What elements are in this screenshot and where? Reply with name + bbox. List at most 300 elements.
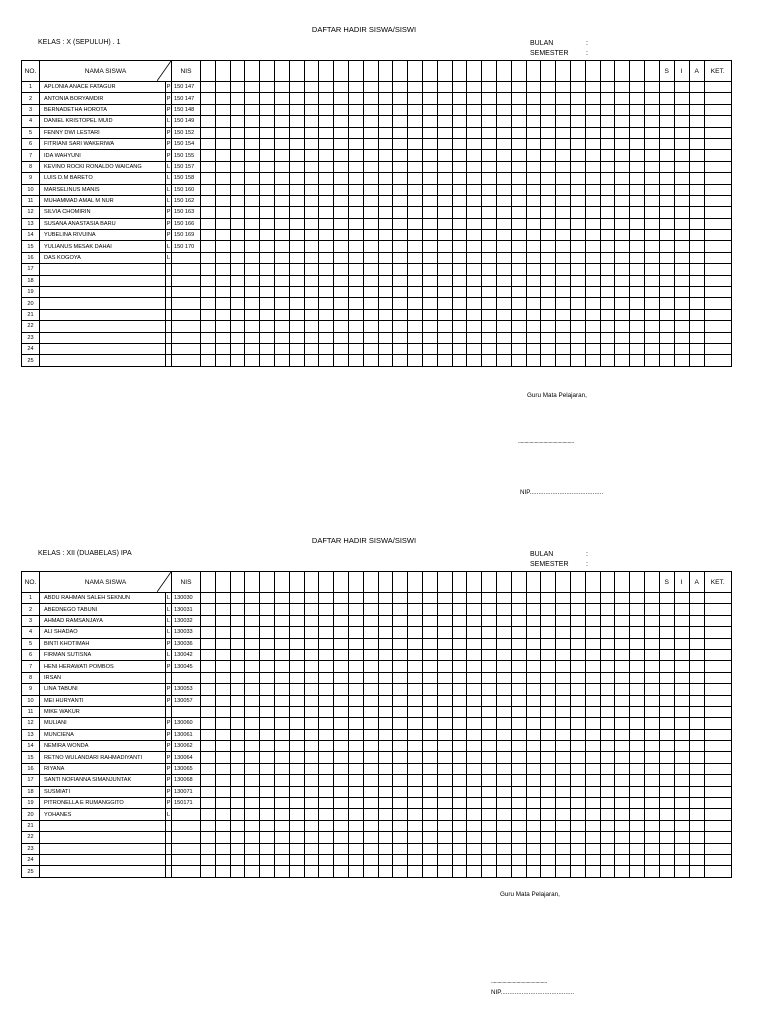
remarks-cell <box>704 104 731 115</box>
attendance-cell <box>600 649 615 660</box>
attendance-cell <box>319 207 334 218</box>
attendance-table <box>21 60 732 367</box>
attendance-cell <box>496 786 511 797</box>
attendance-cell <box>482 672 497 683</box>
table-row <box>22 604 732 615</box>
sick-count-cell <box>659 287 674 298</box>
day-column-header <box>393 572 408 593</box>
attendance-cell <box>630 93 645 104</box>
attendance-cell <box>274 287 289 298</box>
attendance-cell <box>201 843 216 854</box>
attendance-cell <box>511 264 526 275</box>
attendance-cell <box>467 150 482 161</box>
attendance-cell <box>541 161 556 172</box>
attendance-cell <box>289 638 304 649</box>
attendance-cell <box>526 287 541 298</box>
attendance-cell <box>289 820 304 831</box>
attendance-cell <box>230 672 245 683</box>
attendance-cell <box>230 843 245 854</box>
gender-code: L <box>166 184 172 195</box>
attendance-cell <box>526 93 541 104</box>
attendance-cell <box>585 695 600 706</box>
student-nis <box>172 252 201 263</box>
attendance-cell <box>422 706 437 717</box>
attendance-cell <box>526 173 541 184</box>
attendance-cell <box>570 615 585 626</box>
attendance-cell <box>600 207 615 218</box>
attendance-cell <box>452 672 467 683</box>
sick-count-cell <box>659 661 674 672</box>
attendance-cell <box>556 763 571 774</box>
day-column-header <box>304 61 319 82</box>
attendance-cell <box>201 820 216 831</box>
attendance-cell <box>630 173 645 184</box>
student-name: LINA TABUNI <box>40 684 166 695</box>
attendance-cell <box>437 786 452 797</box>
row-number: 10 <box>22 695 40 706</box>
absent-count-cell <box>689 321 704 332</box>
attendance-cell <box>348 809 363 820</box>
attendance-cell <box>274 252 289 263</box>
row-number: 3 <box>22 104 40 115</box>
table-row <box>22 104 732 115</box>
attendance-cell <box>496 184 511 195</box>
attendance-cell <box>570 207 585 218</box>
sick-count-cell <box>659 195 674 206</box>
attendance-cell <box>215 798 230 809</box>
attendance-cell <box>408 332 423 343</box>
attendance-cell <box>319 287 334 298</box>
day-column-header <box>452 61 467 82</box>
attendance-cell <box>289 241 304 252</box>
attendance-cell <box>556 309 571 320</box>
attendance-cell <box>215 321 230 332</box>
table-row <box>22 718 732 729</box>
attendance-cell <box>230 741 245 752</box>
attendance-cell <box>511 752 526 763</box>
row-number: 7 <box>22 661 40 672</box>
attendance-cell <box>393 593 408 604</box>
attendance-cell <box>585 672 600 683</box>
attendance-cell <box>526 343 541 354</box>
attendance-cell <box>437 684 452 695</box>
student-nis <box>172 309 201 320</box>
table-row <box>22 615 732 626</box>
attendance-cell <box>422 627 437 638</box>
attendance-cell <box>644 786 659 797</box>
attendance-cell <box>408 264 423 275</box>
attendance-cell <box>201 309 216 320</box>
row-number: 14 <box>22 230 40 241</box>
signature-line: ............................................ <box>491 979 547 985</box>
attendance-cell <box>260 649 275 660</box>
attendance-cell <box>541 355 556 366</box>
attendance-cell <box>437 615 452 626</box>
attendance-cell <box>452 355 467 366</box>
attendance-cell <box>230 695 245 706</box>
attendance-cell <box>319 661 334 672</box>
attendance-cell <box>615 786 630 797</box>
attendance-cell <box>437 627 452 638</box>
permit-count-cell <box>674 684 689 695</box>
attendance-cell <box>334 161 349 172</box>
attendance-cell <box>408 150 423 161</box>
attendance-cell <box>408 695 423 706</box>
attendance-cell <box>570 275 585 286</box>
attendance-cell <box>437 264 452 275</box>
table-row <box>22 93 732 104</box>
attendance-cell <box>319 741 334 752</box>
attendance-cell <box>422 275 437 286</box>
attendance-cell <box>526 809 541 820</box>
day-column-header <box>556 572 571 593</box>
attendance-cell <box>408 820 423 831</box>
attendance-cell <box>556 93 571 104</box>
attendance-cell <box>393 332 408 343</box>
table-row <box>22 763 732 774</box>
attendance-cell <box>260 752 275 763</box>
attendance-cell <box>289 195 304 206</box>
remarks-cell <box>704 161 731 172</box>
day-column-header <box>600 572 615 593</box>
attendance-cell <box>422 264 437 275</box>
attendance-cell <box>615 854 630 865</box>
attendance-cell <box>274 593 289 604</box>
sick-count-cell <box>659 684 674 695</box>
diagonal-divider <box>157 572 171 592</box>
attendance-cell <box>363 786 378 797</box>
attendance-cell <box>408 798 423 809</box>
attendance-cell <box>304 752 319 763</box>
sick-count-cell <box>659 593 674 604</box>
attendance-cell <box>378 127 393 138</box>
attendance-cell <box>378 173 393 184</box>
attendance-cell <box>541 820 556 831</box>
permit-count-cell <box>674 184 689 195</box>
attendance-cell <box>541 832 556 843</box>
attendance-cell <box>245 275 260 286</box>
attendance-cell <box>215 820 230 831</box>
permit-count-cell <box>674 627 689 638</box>
day-column-header <box>245 572 260 593</box>
attendance-cell <box>615 661 630 672</box>
attendance-cell <box>319 241 334 252</box>
attendance-cell <box>363 763 378 774</box>
gender-code: L <box>166 161 172 172</box>
attendance-cell <box>556 332 571 343</box>
attendance-cell <box>496 649 511 660</box>
attendance-cell <box>526 195 541 206</box>
attendance-cell <box>274 343 289 354</box>
attendance-cell <box>556 752 571 763</box>
a-header: A <box>689 572 704 593</box>
attendance-cell <box>378 275 393 286</box>
student-nis: 150 154 <box>172 138 201 149</box>
student-nis: 130045 <box>172 661 201 672</box>
attendance-cell <box>215 843 230 854</box>
attendance-cell <box>304 230 319 241</box>
remarks-cell <box>704 843 731 854</box>
student-name: NEMIRA WONDA <box>40 741 166 752</box>
absent-count-cell <box>689 832 704 843</box>
permit-count-cell <box>674 93 689 104</box>
student-name: MUHAMMAD AMAL M NUR <box>40 195 166 206</box>
sick-count-cell <box>659 150 674 161</box>
attendance-sheet-1 <box>0 25 768 515</box>
attendance-cell <box>348 832 363 843</box>
attendance-cell <box>334 93 349 104</box>
class-label: KELAS : XII (DUABELAS) IPA <box>38 550 132 557</box>
row-number: 12 <box>22 207 40 218</box>
day-column-header <box>378 572 393 593</box>
attendance-cell <box>408 252 423 263</box>
attendance-cell <box>585 332 600 343</box>
attendance-cell <box>496 241 511 252</box>
attendance-cell <box>260 627 275 638</box>
gender-code: P <box>166 138 172 149</box>
row-number: 2 <box>22 604 40 615</box>
student-nis: 130061 <box>172 729 201 740</box>
attendance-cell <box>526 741 541 752</box>
sick-count-cell <box>659 104 674 115</box>
attendance-cell <box>393 343 408 354</box>
attendance-cell <box>585 820 600 831</box>
attendance-cell <box>496 809 511 820</box>
absent-count-cell <box>689 786 704 797</box>
attendance-cell <box>245 287 260 298</box>
attendance-cell <box>260 615 275 626</box>
attendance-cell <box>482 763 497 774</box>
attendance-cell <box>378 661 393 672</box>
attendance-cell <box>408 672 423 683</box>
sick-count-cell <box>659 866 674 877</box>
attendance-cell <box>334 661 349 672</box>
attendance-cell <box>437 321 452 332</box>
absent-count-cell <box>689 763 704 774</box>
attendance-cell <box>467 321 482 332</box>
attendance-cell <box>319 138 334 149</box>
permit-count-cell <box>674 809 689 820</box>
attendance-cell <box>467 729 482 740</box>
attendance-cell <box>437 718 452 729</box>
day-column-header <box>496 61 511 82</box>
attendance-cell <box>526 218 541 229</box>
permit-count-cell <box>674 820 689 831</box>
attendance-cell <box>526 298 541 309</box>
attendance-cell <box>467 264 482 275</box>
row-number: 18 <box>22 786 40 797</box>
attendance-cell <box>408 207 423 218</box>
attendance-cell <box>467 82 482 93</box>
attendance-cell <box>452 104 467 115</box>
attendance-cell <box>260 593 275 604</box>
table-row <box>22 173 732 184</box>
attendance-cell <box>422 866 437 877</box>
absent-count-cell <box>689 150 704 161</box>
attendance-cell <box>437 661 452 672</box>
attendance-cell <box>289 775 304 786</box>
row-number: 20 <box>22 298 40 309</box>
attendance-cell <box>467 649 482 660</box>
attendance-cell <box>511 309 526 320</box>
attendance-cell <box>245 809 260 820</box>
attendance-cell <box>541 184 556 195</box>
attendance-cell <box>600 150 615 161</box>
attendance-cell <box>334 355 349 366</box>
attendance-cell <box>600 706 615 717</box>
student-name: MARSELINUS MANIS <box>40 184 166 195</box>
attendance-cell <box>215 241 230 252</box>
attendance-cell <box>452 809 467 820</box>
attendance-cell <box>630 252 645 263</box>
attendance-cell <box>467 230 482 241</box>
attendance-cell <box>378 649 393 660</box>
attendance-cell <box>585 786 600 797</box>
attendance-cell <box>201 218 216 229</box>
attendance-cell <box>526 230 541 241</box>
day-column-header <box>644 61 659 82</box>
attendance-cell <box>393 661 408 672</box>
attendance-cell <box>363 638 378 649</box>
permit-count-cell <box>674 775 689 786</box>
attendance-cell <box>585 298 600 309</box>
attendance-cell <box>319 763 334 774</box>
attendance-cell <box>378 741 393 752</box>
attendance-cell <box>215 230 230 241</box>
attendance-cell <box>334 252 349 263</box>
attendance-cell <box>393 127 408 138</box>
absent-count-cell <box>689 752 704 763</box>
attendance-cell <box>630 355 645 366</box>
table-row <box>22 798 732 809</box>
sick-count-cell <box>659 718 674 729</box>
attendance-cell <box>245 684 260 695</box>
attendance-cell <box>215 161 230 172</box>
attendance-cell <box>452 298 467 309</box>
gender-code: L <box>166 195 172 206</box>
row-number: 6 <box>22 649 40 660</box>
attendance-cell <box>348 264 363 275</box>
row-number: 21 <box>22 820 40 831</box>
gender-code: L <box>166 252 172 263</box>
student-nis: 150 158 <box>172 173 201 184</box>
attendance-cell <box>319 343 334 354</box>
attendance-cell <box>304 832 319 843</box>
permit-count-cell <box>674 127 689 138</box>
attendance-cell <box>215 195 230 206</box>
attendance-cell <box>289 138 304 149</box>
attendance-cell <box>348 706 363 717</box>
attendance-cell <box>260 93 275 104</box>
attendance-cell <box>274 604 289 615</box>
attendance-sheet-2 <box>0 536 768 1026</box>
attendance-cell <box>334 854 349 865</box>
attendance-cell <box>348 332 363 343</box>
attendance-cell <box>600 218 615 229</box>
absent-count-cell <box>689 684 704 695</box>
attendance-cell <box>437 775 452 786</box>
attendance-cell <box>245 321 260 332</box>
attendance-cell <box>334 321 349 332</box>
attendance-cell <box>393 809 408 820</box>
attendance-cell <box>334 763 349 774</box>
header-row <box>22 572 732 593</box>
permit-count-cell <box>674 706 689 717</box>
attendance-cell <box>408 275 423 286</box>
attendance-cell <box>289 809 304 820</box>
permit-count-cell <box>674 264 689 275</box>
attendance-cell <box>556 775 571 786</box>
absent-count-cell <box>689 138 704 149</box>
attendance-cell <box>541 207 556 218</box>
attendance-cell <box>615 752 630 763</box>
attendance-cell <box>644 241 659 252</box>
student-nis <box>172 706 201 717</box>
table-row <box>22 786 732 797</box>
attendance-cell <box>570 763 585 774</box>
attendance-cell <box>408 104 423 115</box>
attendance-cell <box>274 798 289 809</box>
attendance-cell <box>230 798 245 809</box>
attendance-cell <box>644 649 659 660</box>
table-row <box>22 275 732 286</box>
sick-count-cell <box>659 627 674 638</box>
student-name: SANTI NOFIANNA SIMANJUNTAK <box>40 775 166 786</box>
attendance-cell <box>644 275 659 286</box>
row-number: 1 <box>22 593 40 604</box>
attendance-cell <box>422 649 437 660</box>
attendance-cell <box>215 593 230 604</box>
attendance-cell <box>230 604 245 615</box>
attendance-cell <box>304 173 319 184</box>
attendance-cell <box>511 116 526 127</box>
day-column-header <box>422 572 437 593</box>
attendance-cell <box>348 309 363 320</box>
attendance-cell <box>393 627 408 638</box>
attendance-cell <box>556 264 571 275</box>
attendance-cell <box>630 264 645 275</box>
attendance-cell <box>437 752 452 763</box>
sick-count-cell <box>659 298 674 309</box>
attendance-cell <box>496 93 511 104</box>
attendance-cell <box>274 649 289 660</box>
attendance-cell <box>437 173 452 184</box>
attendance-cell <box>304 786 319 797</box>
attendance-cell <box>615 173 630 184</box>
row-number: 22 <box>22 832 40 843</box>
attendance-cell <box>378 706 393 717</box>
attendance-cell <box>482 729 497 740</box>
attendance-cell <box>467 672 482 683</box>
attendance-cell <box>630 138 645 149</box>
remarks-cell <box>704 207 731 218</box>
attendance-cell <box>615 832 630 843</box>
attendance-cell <box>452 832 467 843</box>
attendance-cell <box>615 287 630 298</box>
attendance-cell <box>422 729 437 740</box>
attendance-cell <box>585 843 600 854</box>
attendance-cell <box>467 809 482 820</box>
table-row <box>22 207 732 218</box>
day-column-header <box>304 572 319 593</box>
attendance-cell <box>289 252 304 263</box>
table-row <box>22 332 732 343</box>
attendance-cell <box>600 752 615 763</box>
student-name <box>40 264 166 275</box>
attendance-cell <box>378 230 393 241</box>
attendance-cell <box>570 718 585 729</box>
attendance-cell <box>630 695 645 706</box>
